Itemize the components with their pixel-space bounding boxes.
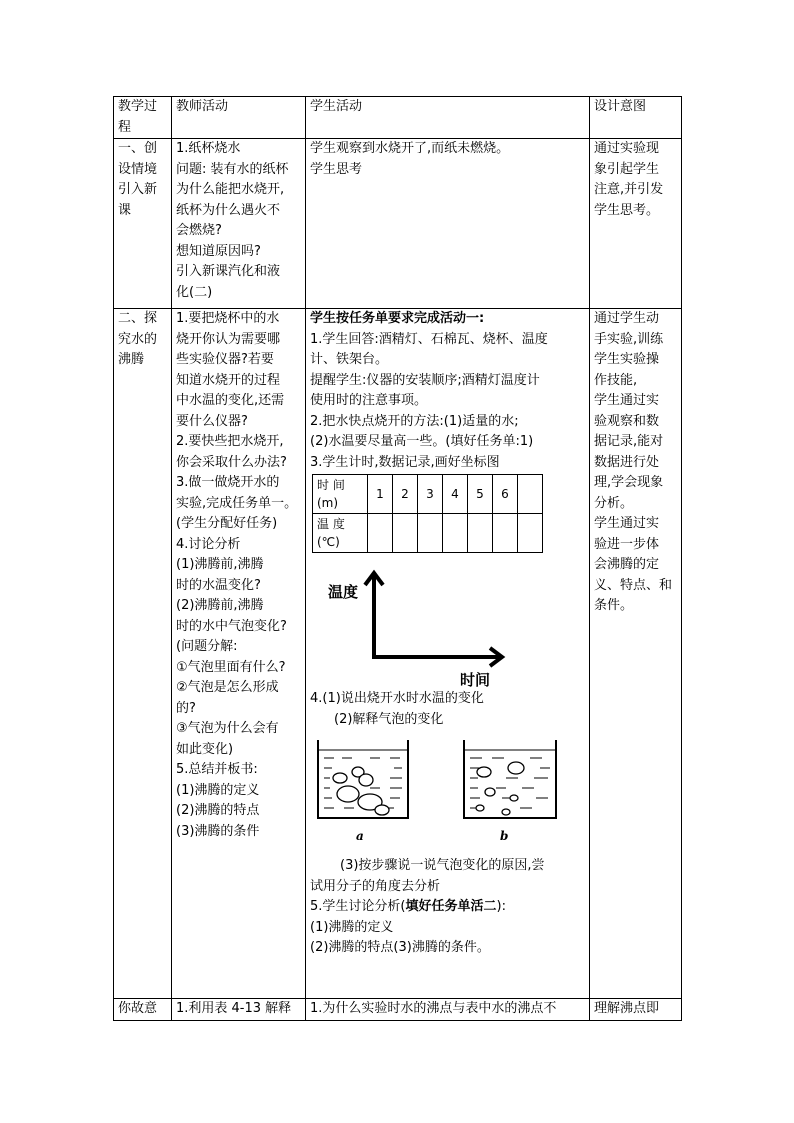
x-axis-label: 时间: [460, 671, 491, 689]
temp-cell: [368, 514, 393, 553]
beakers-svg: [310, 736, 586, 846]
partial-student: 1.为什么实验时水的沸点与表中水的沸点不: [306, 999, 590, 1021]
intro-design-intent: 通过实验现 象引起学生 注意,并引发 学生思考。: [590, 139, 682, 309]
intro-process: 一、创设情境引入新课: [114, 139, 172, 309]
temp-cell: [393, 514, 418, 553]
beaker-b: [464, 740, 556, 843]
beaker-b-label: b: [500, 829, 509, 843]
header-teacher: 教师活动: [172, 97, 306, 139]
time-header: 时 间 (m): [313, 475, 368, 514]
time-cell: 5: [468, 475, 493, 514]
header-row: [114, 97, 682, 139]
time-cell: [518, 475, 543, 514]
intro-student-activity: 学生观察到水烧开了,而纸未燃烧。 学生思考: [306, 139, 590, 309]
header-intent: 设计意图: [590, 97, 682, 139]
coordinate-graph: [310, 559, 585, 689]
lesson-plan-table: [113, 96, 682, 1021]
header-process: 教学过程: [114, 97, 172, 139]
header-student: 学生活动: [306, 97, 590, 139]
beaker-a-label: a: [356, 829, 364, 843]
partial-intent: 理解沸点即: [590, 999, 682, 1021]
y-axis-label: 温度: [328, 583, 359, 601]
time-temperature-table: [312, 474, 543, 553]
row-intro: [114, 139, 682, 309]
explore-student-activity: 学生按任务单要求完成活动一: 1.学生回答:酒精灯、石棉瓦、烧杯、温度 计、铁架台。 提醒学生:仪器的安装顺序;酒精灯温度计 使用时的注意事项。 2.把水快点烧开的方法:(1)适量的水; (2)水温要尽量高一些。(填好任务单:1) 3.学生计时,数据记录,画好坐标图 时 间 (m) 1 2 3 4 5 6 温 度 (℃) 温度 时间 4.(1)说出烧开水时水温的变化 (2)解释气泡的变化 a b (3)按步骤说一说气泡变化的原因,尝 试用分子的角度去分析 5.学生讨论分析(填好任务单活二): (1)沸腾的定义 (2)沸腾的特点(3)沸腾的条件。: [306, 309, 590, 999]
temp-cell: [418, 514, 443, 553]
time-cell: 2: [393, 475, 418, 514]
explore-process: 二、探究水的沸腾: [114, 309, 172, 999]
partial-process: 你故意: [114, 999, 172, 1021]
beaker-figures: [310, 736, 585, 846]
time-cell: 4: [443, 475, 468, 514]
row-explore: [114, 309, 682, 999]
temp-cell: [493, 514, 518, 553]
explore-design-intent: 通过学生动 手实验,训练 学生实验操 作技能, 学生通过实 验观察和数 据记录,能对 数据进行处 理,学会现象 分析。 学生通过实 验进一步体 会沸腾的定 义、特点、和 条件。: [590, 309, 682, 999]
beaker-a: [318, 740, 408, 843]
time-cell: 6: [493, 475, 518, 514]
time-cell: 1: [368, 475, 393, 514]
temperature-header: 温 度 (℃): [313, 514, 368, 553]
explore-teacher-activity: 1.要把烧杯中的水 烧开你认为需要哪 些实验仪器?若要 知道水烧开的过程 中水温的变化,还需 要什么仪器? 2.要快些把水烧开, 你会采取什么办法? 3.做一做烧开水的 实验,完成任务单一。 (学生分配好任务) 4.讨论分析 (1)沸腾前,沸腾 时的水温变化? (2)沸腾前,沸腾 时的水中气泡变化? (问题分解: ①气泡里面有什么? ②气泡是怎么形成 的? ③气泡为什么会有 如此变化) 5.总结并板书: (1)沸腾的定义 (2)沸腾的特点 (3)沸腾的条件: [172, 309, 306, 999]
partial-teacher: 1.利用表 4-13 解释: [172, 999, 306, 1021]
temp-cell: [468, 514, 493, 553]
q5-line: 5.学生讨论分析(填好任务单活二):: [310, 899, 506, 914]
axes-svg: [310, 559, 586, 689]
task-title: 学生按任务单要求完成活动一:: [310, 311, 485, 326]
intro-teacher-activity: 1.纸杯烧水 问题: 装有水的纸杯 为什么能把水烧开, 纸杯为什么遇火不 会燃烧? 想知道原因吗? 引入新课汽化和液 化(二): [172, 139, 306, 309]
temp-cell: [518, 514, 543, 553]
temp-cell: [443, 514, 468, 553]
time-cell: 3: [418, 475, 443, 514]
row-partial: [114, 999, 682, 1021]
